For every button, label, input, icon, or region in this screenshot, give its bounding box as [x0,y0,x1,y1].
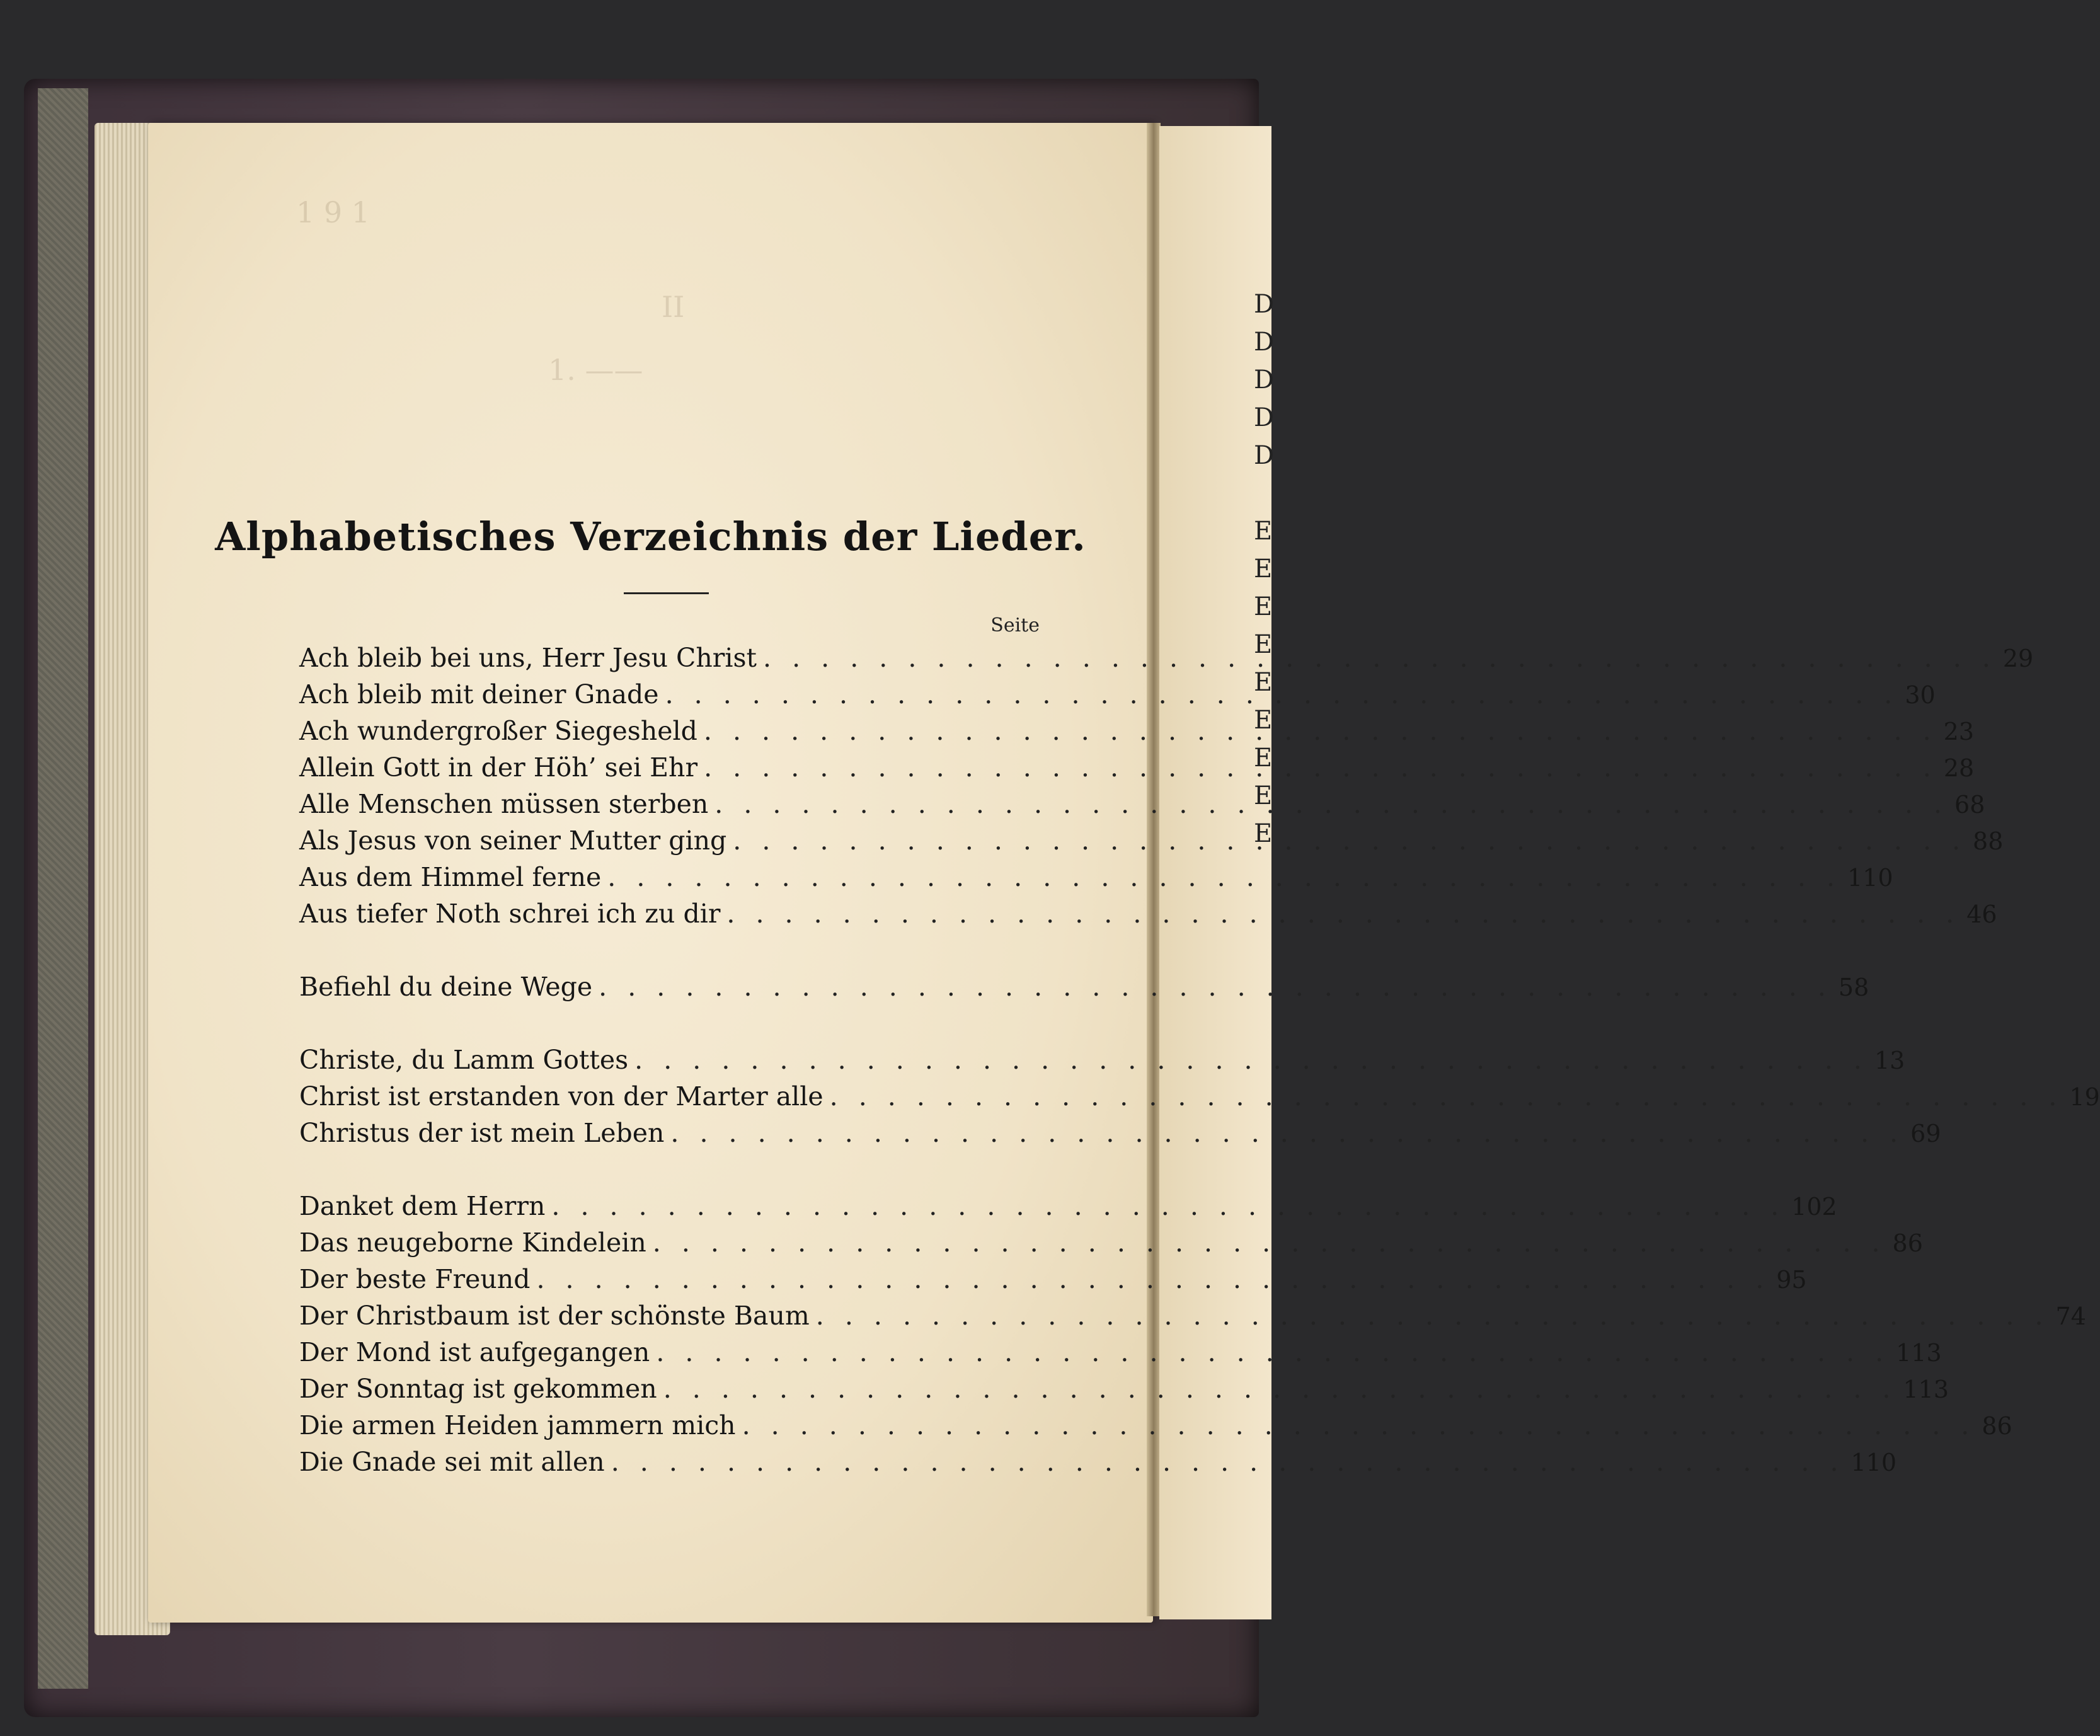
entry-page-number: 29 [2002,645,2034,672]
entry-page-number: 69 [1910,1120,1941,1147]
index-entry [299,1227,1923,1264]
dot-leader [742,1410,1976,1440]
index-entry [299,679,1936,716]
title-rule [624,592,709,594]
index-entry [299,716,1975,752]
index-entry [299,643,2034,679]
index-entry [299,789,1985,825]
entry-title: Als Jesus von seiner Mutter ging [299,825,727,856]
entry-page-number: 19 [2069,1083,2100,1111]
dot-leader [733,825,1966,856]
entry-title: Christus der ist mein Leben [299,1118,665,1148]
index-entry [299,752,1975,789]
facing-page-letter: E [1254,744,1273,773]
index-entry [299,1301,2086,1337]
dot-leader [670,1118,1904,1148]
dot-leader [704,716,1937,746]
facing-page-letter: E [1254,555,1273,583]
facing-page-letter: D [1254,328,1275,357]
index-entry [299,972,1869,1008]
entry-page-number: 74 [2055,1302,2086,1330]
section-gap [299,1008,1046,1045]
dot-leader [634,1045,1868,1075]
entry-title: Der Sonntag ist gekommen [299,1374,657,1404]
index-entry [299,1374,1949,1410]
facing-page-letter: D [1254,290,1275,319]
dot-leader [665,679,1899,710]
cover-spine-cloth [38,88,88,1689]
dot-leader [830,1081,2063,1112]
index-entry [299,825,2004,862]
facing-page-letter: D [1254,365,1275,394]
entry-title: Befiehl du deine Wege [299,972,593,1002]
facing-page-letter: D [1254,403,1275,432]
entry-title: Allein Gott in der Höh’ sei Ehr [299,752,698,783]
entry-title: Das neugeborne Kindelein [299,1227,646,1258]
entry-page-number: 113 [1903,1376,1949,1403]
entry-title: Aus dem Himmel ferne [299,862,602,892]
entry-title: Die armen Heiden jammern mich [299,1410,736,1440]
facing-page-letter: E [1254,668,1273,697]
entry-page-number: 68 [1954,791,1985,819]
entry-title: Ach bleib bei uns, Herr Jesu Christ [299,643,757,673]
entry-title: Der Christbaum ist der schönste Baum [299,1301,810,1331]
dot-leader [599,972,1832,1002]
facing-page-letter: E [1254,630,1273,659]
facing-page-letter: E [1254,706,1273,735]
entry-page-number: 88 [1973,827,2004,855]
entry-title: Christe, du Lamm Gottes [299,1045,629,1075]
entry-page-number: 58 [1838,974,1869,1001]
index-entry [299,1264,1807,1301]
section-gap [299,935,1046,972]
entry-page-number: 86 [1982,1412,2012,1440]
facing-page-letter: D [1254,441,1275,470]
entry-page-number: 13 [1874,1047,1905,1074]
dot-leader [611,1447,1845,1477]
dot-leader [816,1301,2050,1331]
song-index [299,643,2100,1483]
entry-page-number: 46 [1966,900,1997,928]
dot-leader [656,1337,1890,1367]
entry-title: Der beste Freund [299,1264,531,1294]
dot-leader [663,1374,1897,1404]
entry-page-number: 110 [1847,864,1893,892]
dot-leader [726,899,1960,929]
dot-leader [536,1264,1770,1294]
section-gap [299,1154,1046,1191]
entry-title: Ach wundergroßer Siegesheld [299,716,697,746]
index-entry [299,1118,1941,1154]
index-entry [299,1081,2100,1118]
index-entry [299,1191,1837,1227]
entry-page-number: 110 [1850,1449,1897,1476]
facing-page-letter: E [1254,819,1273,848]
entry-page-number: 86 [1892,1229,1923,1257]
entry-page-number: 30 [1905,681,1936,709]
index-entry [299,1045,1905,1081]
entry-title: Die Gnade sei mit allen [299,1447,605,1477]
entry-page-number: 95 [1776,1266,1807,1294]
bleed-through-text: II [662,290,685,324]
bleed-through-text: 1. —— [548,353,643,387]
facing-page-letter: E [1254,592,1273,621]
entry-title: Aus tiefer Noth schrei ich zu dir [299,899,721,929]
index-entry [299,1410,2012,1447]
dot-leader [607,862,1841,892]
dot-leader [763,643,1997,673]
index-entry [299,1337,1942,1374]
entry-page-number: 102 [1791,1193,1837,1221]
dot-leader [653,1227,1886,1258]
facing-page-letter: E [1254,781,1273,810]
entry-title: Der Mond ist aufgegangen [299,1337,650,1367]
entry-page-number: 113 [1896,1339,1942,1367]
page-title: Alphabetisches Verzeichnis der Lieder. [215,514,1086,560]
index-entry [299,1447,1897,1483]
index-entry [299,899,1997,935]
entry-title: Christ ist erstanden von der Marter alle [299,1081,823,1112]
facing-page-letter: E [1254,517,1273,546]
entry-page-number: 23 [1943,718,1975,745]
page-column-label: Seite [990,614,1040,636]
dot-leader [714,789,1948,819]
entry-title: Alle Menschen müssen sterben [299,789,709,819]
index-entry [299,862,1893,899]
dot-leader [704,752,1937,783]
entry-page-number: 28 [1943,754,1975,782]
entry-title: Danket dem Herrn [299,1191,546,1221]
entry-title: Ach bleib mit deiner Gnade [299,679,659,710]
dot-leader [551,1191,1785,1221]
bleed-through-text: 1 9 1 [296,195,370,229]
